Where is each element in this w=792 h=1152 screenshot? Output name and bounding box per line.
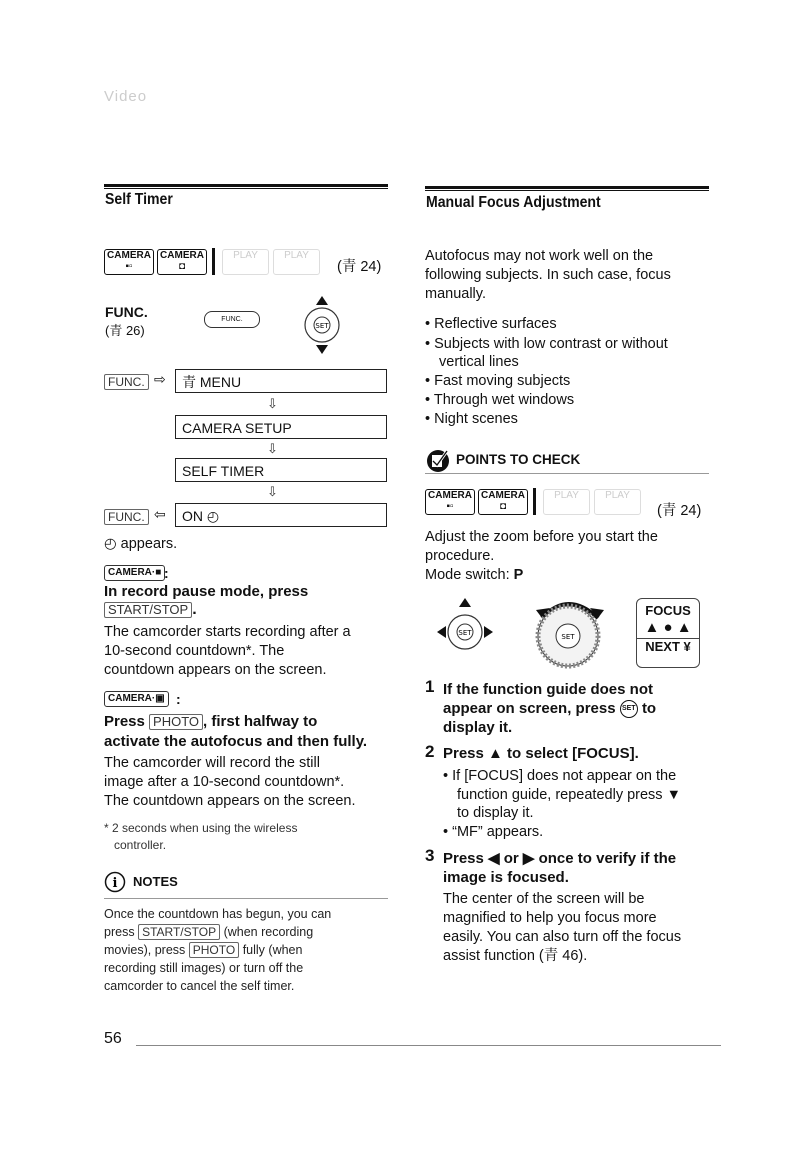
points-title: POINTS TO CHECK xyxy=(456,452,581,467)
section-header: Video xyxy=(104,88,148,105)
video-body: The camcorder starts recording after a 10-second countdown*. The countdown appears on the screen. xyxy=(104,624,351,678)
self-timer-appears: ◴ appears. xyxy=(104,536,178,552)
down-arrow-icon: ⇩ xyxy=(267,441,278,456)
svg-text:SET: SET xyxy=(458,629,472,637)
step-2-heading: Press ▲ to select [FOCUS]. xyxy=(443,745,639,762)
step-2-sub-cont: function guide, repeatedly press ▼ xyxy=(457,787,681,803)
bullet-item: • Through wet windows xyxy=(425,392,575,408)
footnote: * 2 seconds when using the wireless controller. xyxy=(104,821,298,852)
footer-rule xyxy=(136,1045,721,1046)
arrow-left-icon: ⇦ xyxy=(154,506,166,522)
func-key: FUNC. xyxy=(104,374,149,390)
section-rule-right xyxy=(425,186,709,191)
focus-intro: Autofocus may not work well on the following subjects. In such case, focus manually. xyxy=(425,248,671,302)
func-page-ref: (⻘ 26) xyxy=(105,323,145,338)
video-mode-tag: CAMERA·■ xyxy=(104,565,165,581)
step-3-body: The center of the screen will be magnified to help you focus more easily. You can also turn off the focus assist function (⻘ 46). xyxy=(443,891,682,964)
mode-camera-photo: CAMERA ◘ xyxy=(478,489,528,515)
step-number: 3 xyxy=(425,846,435,865)
func-key: FUNC. xyxy=(104,509,149,525)
notes-body: Once the countdown has begun, you can press START/STOP (when recording movies), press PHOTO fully (when recording still images) or turn off the camcorder to cancel the self timer. xyxy=(104,907,332,993)
notes-rule xyxy=(104,898,388,899)
mode-camera-video: CAMERA ▪▫ xyxy=(104,249,154,275)
section-rule-left xyxy=(104,184,388,189)
step-number: 2 xyxy=(425,742,435,761)
photo-heading-line2: activate the autofocus and then fully. xyxy=(104,733,368,750)
zoom-text: Adjust the zoom before you start the procedure. xyxy=(425,529,658,564)
func-label: FUNC. xyxy=(105,304,148,320)
set-joystick-icon xyxy=(302,296,342,354)
self-timer-title: Self Timer xyxy=(105,191,173,208)
points-rule xyxy=(425,473,709,474)
modes-page-ref: (⻘ 24) xyxy=(657,503,702,519)
page-number: 56 xyxy=(104,1030,122,1047)
photo-heading: Press PHOTO , first halfway to xyxy=(104,713,318,730)
menu-step-self-timer: SELF TIMER xyxy=(175,458,387,482)
svg-text:SET: SET xyxy=(561,633,575,641)
start-stop-key: START/STOP xyxy=(104,602,192,618)
mode-switch: Mode switch: P xyxy=(425,567,524,583)
joystick-up-left-right-icon xyxy=(437,598,507,660)
step-3-heading: Press ◀ or ▶ once to verify if the image is focused. xyxy=(443,850,677,886)
mode-divider xyxy=(533,488,536,515)
focus-dial-icon xyxy=(520,590,620,670)
svg-text:SET: SET xyxy=(315,322,329,330)
down-arrow-icon: ⇩ xyxy=(267,396,278,411)
step-number: 1 xyxy=(425,677,435,696)
svg-text:i: i xyxy=(112,876,118,891)
mode-camera-video: CAMERA ▪▫ xyxy=(425,489,475,515)
set-button-icon: SET xyxy=(620,700,638,718)
bullet-item: • Subjects with low contrast or without xyxy=(425,336,668,352)
menu-step-on: ON ◴ xyxy=(175,503,387,527)
arrow-right-icon: ⇨ xyxy=(154,371,166,387)
modes-page-ref: (⻘ 24) xyxy=(337,259,382,275)
bullet-item-cont: vertical lines xyxy=(439,354,519,370)
photo-mode-tag: CAMERA·▣ xyxy=(104,691,169,707)
bullet-item: • Reflective surfaces xyxy=(425,316,557,332)
step-2-sub: • If [FOCUS] does not appear on the xyxy=(443,768,677,784)
mode-play-photo: PLAY xyxy=(273,249,320,275)
bullet-item: • Night scenes xyxy=(425,411,518,427)
photo-body: The camcorder will record the still image after a 10-second countdown*. The countdown appears on the screen. xyxy=(104,755,356,809)
focus-symbols-icon: ▲ ● ▲ xyxy=(644,619,692,636)
func-button-icon: FUNC. xyxy=(204,311,260,328)
down-arrow-icon: ⇩ xyxy=(267,484,278,499)
info-icon xyxy=(104,871,126,893)
next-label: NEXT ¥ xyxy=(637,638,699,654)
mode-play-photo: PLAY xyxy=(594,489,641,515)
manual-focus-title: Manual Focus Adjustment xyxy=(426,194,601,211)
video-heading: In record pause mode, press xyxy=(104,583,309,600)
step-1-text: If the function guide does not appear on screen, press SET to display it. xyxy=(443,681,657,737)
menu-step-menu: ⻘ MENU xyxy=(175,369,387,393)
step-2-sub: • “MF” appears. xyxy=(443,824,544,840)
mode-play-video: PLAY xyxy=(543,489,590,515)
photo-key: PHOTO xyxy=(149,714,203,730)
mode-camera-photo: CAMERA ◘ xyxy=(157,249,207,275)
bullet-item: • Fast moving subjects xyxy=(425,373,571,389)
menu-step-camera-setup: CAMERA SETUP xyxy=(175,415,387,439)
mode-divider xyxy=(212,248,215,275)
checklist-icon xyxy=(425,447,451,473)
notes-title: NOTES xyxy=(133,874,178,889)
step-2-sub-cont: to display it. xyxy=(457,805,534,821)
focus-label: FOCUS xyxy=(645,603,691,618)
mode-play-video: PLAY xyxy=(222,249,269,275)
function-guide xyxy=(636,598,700,668)
